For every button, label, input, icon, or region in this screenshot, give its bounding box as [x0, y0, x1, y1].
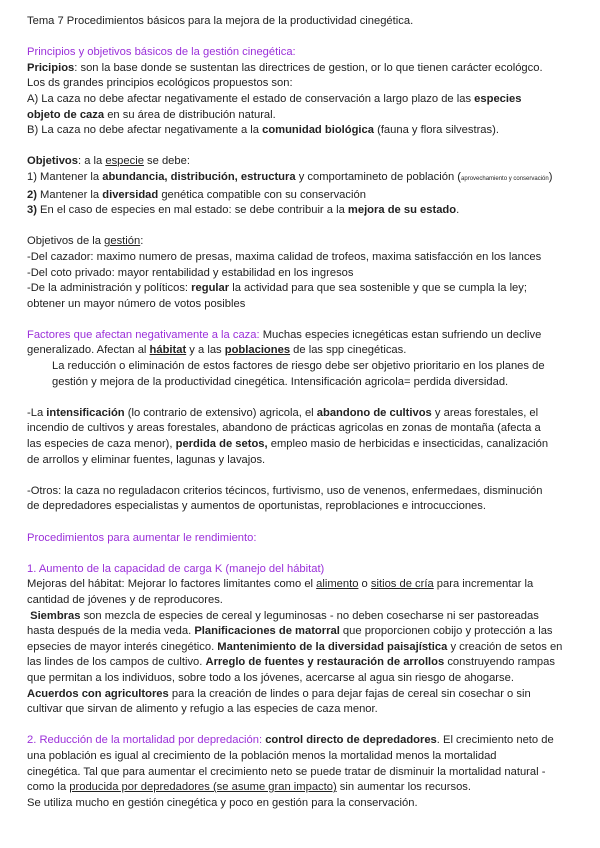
habitat-paragraph: Mejoras del hábitat: Mejorar lo factores limitantes como el alimento o sitios de cría para incrementar la	[27, 578, 534, 591]
objective-item-1: 1) Mantener la abundancia, distribución, estructura y comportamineto de población (aprovechamiento y conservación)	[27, 170, 553, 183]
bold-term: perdida de setos,	[175, 438, 268, 451]
objective-private-estate: -Del coto privado: mayor rentabilidad y estabilidad en los ingresos	[27, 266, 354, 279]
document-title: Tema 7 Procedimientos básicos para la mejora de la productividad cinegética.	[27, 15, 414, 27]
other-factors-paragraph: de depredadores especialistas y aumentos de oportunistas, reproblaciones e introcucciones.	[27, 500, 486, 513]
bold-term: especies	[474, 92, 522, 105]
measures-paragraph: epsecies de mayor interés cinegético. Mantenimiento de la diversidad paisajística y creación de setos en	[27, 640, 563, 653]
predation-paragraph: Se utiliza mucho en gestión cinegética y poco en gestión para la conservación.	[27, 796, 418, 809]
predation-paragraph: como la producida por depredadores (se asume gran impacto) sin aumentar los recursos.	[27, 781, 472, 794]
procedures-heading: Procedimientos para aumentar le rendimiento:	[27, 531, 257, 544]
habitat-paragraph: cantidad de jóvenes y de reproducores.	[27, 593, 223, 606]
underlined-term: producida por depredadores (se asume gran impacto)	[69, 781, 337, 794]
negative-factors-line: generalizado. Afectan al hábitat y a las poblaciones de las spp cinegéticas.	[27, 344, 407, 357]
bold-term: Mantenimiento de la diversidad paisajística	[217, 640, 448, 653]
other-factors-paragraph: -Otros: la caza no reguladacon criterios técincos, furtivismo, uso de venenos, enfermedaes, disminución	[27, 484, 543, 497]
underlined-term: gestión	[104, 235, 141, 248]
objective-administration: -De la administración y políticos: regular la actividad para que sea sostenible y que se cumpla la ley;	[27, 282, 527, 295]
predation-paragraph: cinegética. Tal que para aumentar el crecimiento neto se puede tratar de disminuir la mortalidad natural -	[27, 765, 546, 778]
bold-term: Objetivos	[27, 155, 78, 168]
intensification-paragraph: las especies de caza menor), perdida de setos, empleo masio de herbicidas e insecticidas, canalización	[27, 438, 549, 451]
measures-paragraph: hasta después de la media veda. Planificaciones de matorral que proporcionen cobijo y protección a las	[27, 625, 553, 638]
objective-administration-cont: obtener un mayor número de votos posibles	[27, 297, 246, 310]
bold-term: Planificaciones de matorral	[194, 625, 340, 638]
bold-term: comunidad biológica	[262, 124, 374, 137]
measures-paragraph: Siembras son mezcla de especies de cereal y leguminosas - no deben cosecharse ni ser pastoreadas	[30, 609, 539, 622]
principle-a: A) La caza no debe afectar negativamente el estado de conservación a largo plazo de las especies	[27, 92, 522, 105]
intensification-paragraph: -La intensificación (lo contrario de extensivo) agricola, el abandono de cultivos y areas forestales, el	[27, 406, 539, 419]
bold-term: abundancia, distribución, estructura	[102, 170, 296, 183]
objectives-species: Objetivos: a la especie se debe:	[27, 155, 190, 168]
bold-term: diversidad	[102, 188, 159, 201]
measures-paragraph: cultivar que sirvan de alimento y refugio a las especies de caza menor.	[27, 703, 378, 716]
principle-b: B) La caza no debe afectar negativamente a la comunidad biológica (fauna y flora silvestras).	[27, 124, 499, 137]
bold-term: intensificación	[46, 406, 125, 419]
principle-a-cont: objeto de caza en su área de distribución natural.	[27, 108, 276, 121]
bold-term: Siembras	[30, 609, 81, 622]
underlined-term: sitios de cría	[370, 578, 434, 591]
bold-term: mejora de su estado	[347, 204, 457, 217]
bold-term: abandono de cultivos	[316, 406, 432, 419]
intensification-paragraph: de arrollos y eliminar fuentes, lagunas y lavajos.	[27, 453, 266, 466]
predation-paragraph: una población es igual al crecimiento de la población menos la mortalidad menos la mortalidad	[27, 749, 497, 762]
underlined-term: alimento	[316, 578, 359, 591]
subheading-carrying-capacity: 1. Aumento de la capacidad de carga K (manejo del hábitat)	[27, 562, 325, 575]
principles-line: Pricipios: son la base donde se sustentan las directrices de gestion, or lo que tienen carácter ecológco.	[27, 61, 543, 74]
measures-paragraph: las lindes de los campos de cultivo. Arreglo de fuentes y restauración de arrollos construyendo rampas	[27, 656, 555, 669]
indented-paragraph: La reducción o eliminación de estos factores de riesgo debe ser objetivo prioritario en los planes de	[52, 360, 545, 373]
bold-term: Arreglo de fuentes y restauración de arrollos	[205, 656, 445, 669]
principles-line: Los ds grandes principios ecológicos propuestos son:	[27, 77, 293, 90]
indented-paragraph: gestión y mejora de la productividad cinegética. Intensificación agricola= perdida diversidad.	[52, 375, 509, 388]
bold-term: Pricipios	[27, 61, 75, 74]
objective-item-3: 3) En el caso de especies en mal estado: se debe contribuir a la mejora de su estado.	[27, 204, 460, 217]
predation-paragraph: 2. Reducción de la mortalidad por depredación: control directo de depredadores. El crecimiento neto de	[27, 734, 554, 747]
measures-paragraph: que permitan a los individuos, sobre todo a los jóvenes, acercarse al agua sin riesgo de ahogarse.	[27, 671, 514, 684]
intensification-paragraph: incendio de cultivos y areas forestales, abandono de prácticas agricolas en zonas de montaña (afecta a	[27, 422, 541, 435]
bold-term: objeto de caza	[27, 108, 105, 121]
objective-item-2: 2) Mantener la diversidad genética compatible con su conservación	[27, 188, 366, 201]
bold-term: regular	[191, 282, 230, 295]
small-note: aprovechamiento y conservación	[461, 175, 549, 182]
bold-term: Acuerdos con agricultores	[27, 687, 169, 700]
underlined-term: poblaciones	[224, 344, 291, 357]
subheading-predation: 2. Reducción de la mortalidad por depredación:	[27, 734, 263, 747]
measures-paragraph: Acuerdos con agricultores para la creación de lindes o para dejar fajas de cereal sin cosechar o sin	[27, 687, 531, 700]
principles-heading: Principios y objetivos básicos de la gestión cinegética:	[27, 46, 296, 59]
negative-factors-line: Factores que afectan negativamente a la caza: Muchas especies icnegéticas estan sufriendo un declive	[27, 328, 542, 341]
negative-factors-heading: Factores que afectan negativamente a la caza:	[27, 328, 260, 341]
management-objectives-heading: Objetivos de la gestión:	[27, 235, 144, 248]
objective-hunter: -Del cazador: maximo numero de presas, maxima calidad de trofeos, maxima satisfacción en los lances	[27, 250, 542, 263]
underlined-term: hábitat	[149, 344, 187, 357]
underlined-term: especie	[105, 155, 144, 168]
bold-term: control directo de depredadores	[265, 734, 437, 747]
